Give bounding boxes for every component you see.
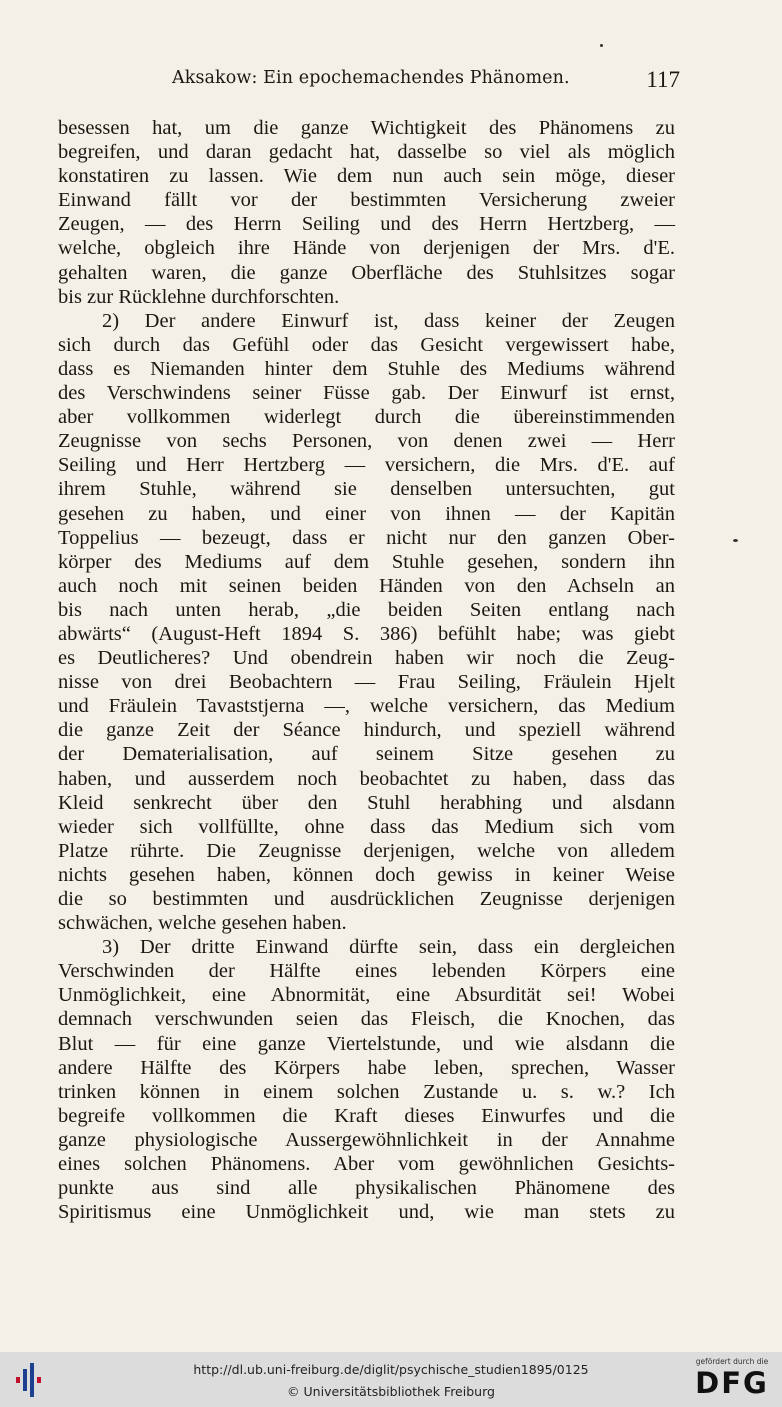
text-line: haben, und ausserdem noch beobachtet zu haben, dass das: [58, 767, 675, 790]
running-title: Aksakow: Ein epochemachendes Phänomen.: [172, 68, 570, 88]
permalink-url[interactable]: http://dl.ub.uni-freiburg.de/diglit/psychische_studien1895/0125: [193, 1362, 589, 1377]
text-line: und Fräulein Tavaststjerna —, welche versichern, das Medium: [58, 695, 675, 718]
text-line: Zeugnisse von sechs Personen, von denen zwei — Herr: [58, 430, 675, 453]
text-line: Einwand fällt vor der bestimmten Versicherung zweier: [58, 189, 675, 212]
text-line: schwächen, welche gesehen haben.: [58, 912, 347, 935]
text-line: begreifen, und daran gedacht hat, dasselbe so viel als möglich: [58, 141, 675, 164]
text-line: ihrem Stuhle, während sie denselben untersuchten, gut: [58, 478, 675, 501]
text-line: Spiritismus eine Unmöglichkeit und, wie man stets zu: [58, 1201, 675, 1224]
text-line: Platze rührte. Die Zeugnisse derjenigen, welche von alledem: [58, 839, 675, 862]
text-line: 2) Der andere Einwurf ist, dass keiner der Zeugen: [102, 309, 675, 332]
text-line: Verschwinden der Hälfte eines lebenden Körpers eine: [58, 960, 675, 983]
dfg-tagline: gefördert durch die: [695, 1357, 769, 1366]
text-line: Toppelius — bezeugt, dass er nicht nur den ganzen Ober-: [58, 526, 675, 549]
text-line: aber vollkommen widerlegt durch die übereinstimmenden: [58, 406, 675, 429]
text-line: gehalten waren, die ganze Oberfläche des Stuhlsitzes sogar: [58, 261, 675, 284]
text-line: gesehen zu haben, und einer von ihnen — der Kapitän: [58, 502, 675, 525]
dfg-logo[interactable]: [690, 1357, 774, 1403]
text-line: ganze physiologische Aussergewöhnlichkeit in der Annahme: [58, 1128, 675, 1151]
text-line: punkte aus sind alle physikalischen Phänomene des: [58, 1177, 675, 1200]
text-line: begreife vollkommen die Kraft dieses Einwurfes und die: [58, 1104, 675, 1127]
page-header: [60, 68, 680, 98]
text-line: bis nach unten herab, „die beiden Seiten entlang nach: [58, 598, 675, 621]
text-line: nichts gesehen haben, können doch gewiss in keiner Weise: [58, 863, 675, 886]
copyright-text: © Universitätsbibliothek Freiburg: [287, 1384, 495, 1399]
text-line: trinken können in einem solchen Zustande u. s. w.? Ich: [58, 1080, 675, 1103]
page-number: 117: [646, 67, 680, 92]
speck-mark: [733, 539, 738, 542]
text-line: demnach verschwunden seien das Fleisch, die Knochen, das: [58, 1008, 675, 1031]
text-line: besessen hat, um die ganze Wichtigkeit des Phänomens zu: [58, 117, 675, 139]
text-line: konstatiren zu lassen. Wie dem nun auch sein möge, dieser: [58, 165, 675, 188]
text-line: Unmöglichkeit, eine Abnormität, eine Absurdität sei! Wobei: [58, 984, 675, 1007]
text-line: wieder sich vollfüllte, ohne dass das Medium sich vom: [58, 815, 675, 838]
viewer-footer: [0, 1352, 782, 1407]
text-line: Kleid senkrecht über den Stuhl herabhing und alsdann: [58, 791, 675, 814]
text-line: es Deutlicheres? Und obendrein haben wir noch die Zeug-: [58, 647, 675, 670]
text-line: sich durch das Gefühl oder das Gesicht vergewissert habe,: [58, 333, 675, 356]
text-line: Blut — für eine ganze Viertelstunde, und wie alsdann die: [58, 1032, 675, 1055]
text-line: Seiling und Herr Hertzberg — versichern, die Mrs. d'E. auf: [58, 454, 675, 477]
text-line: der Dematerialisation, auf seinem Sitze gesehen zu: [58, 743, 675, 766]
text-line: abwärts“ (August-Heft 1894 S. 386) befühlt habe; was giebt: [58, 622, 675, 645]
text-line: die ganze Zeit der Séance hindurch, und speziell während: [58, 719, 675, 742]
text-line: 3) Der dritte Einwand dürfte sein, dass ein dergleichen: [102, 936, 675, 959]
text-line: des Verschwindens seiner Füsse gab. Der Einwurf ist ernst,: [58, 382, 675, 405]
text-line: nisse von drei Beobachtern — Frau Seiling, Fräulein Hjelt: [58, 671, 675, 694]
text-line: bis zur Rücklehne durchforschten.: [58, 285, 340, 308]
text-line: auch noch mit seinen beiden Händen von den Achseln an: [58, 574, 675, 597]
text-line: Zeugen, — des Herrn Seiling und des Herrn Hertzberg, —: [58, 213, 675, 236]
page-body: [58, 116, 675, 1224]
text-line: welche, obgleich ihre Hände von derjenigen der Mrs. d'E.: [58, 237, 675, 260]
speck-mark: [600, 44, 603, 47]
text-line: die so bestimmten und ausdrücklichen Zeugnisse derjenigen: [58, 888, 675, 910]
text-line: andere Hälfte des Körpers habe leben, sprechen, Wasser: [58, 1056, 675, 1079]
text-line: eines solchen Phänomens. Aber vom gewöhnlichen Gesichts-: [58, 1153, 675, 1176]
dfg-wordmark: DFG: [695, 1366, 769, 1400]
text-line: körper des Mediums auf dem Stuhle gesehen, sondern ihn: [58, 550, 675, 573]
text-line: dass es Niemanden hinter dem Stuhle des Mediums während: [58, 357, 675, 380]
